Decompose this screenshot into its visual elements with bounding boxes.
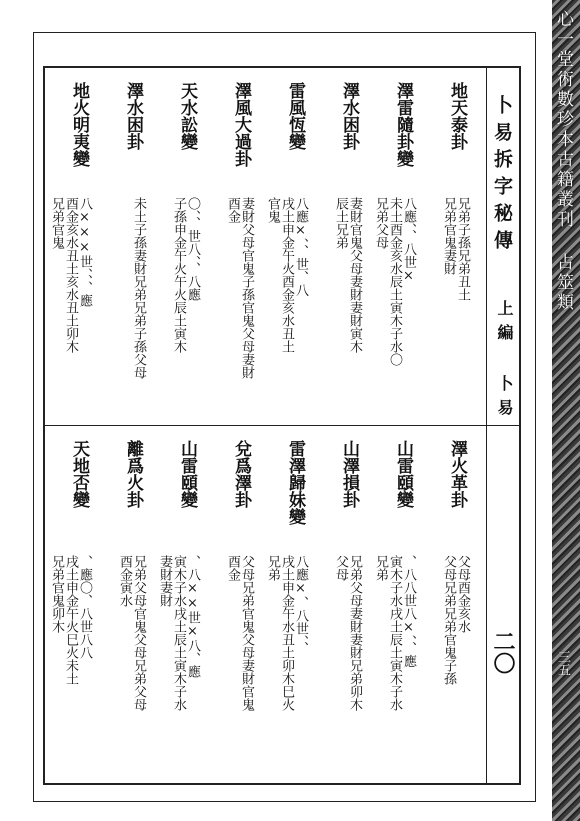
- hexagram-name: 離爲火卦: [123, 440, 143, 508]
- spine-rule: [486, 66, 487, 785]
- hexagram-line-column: 妻財官鬼父母妻財妻財寅木: [347, 197, 362, 353]
- hexagram-line-column: 、八××世×八、應: [185, 555, 200, 678]
- hexagram-line-column: 父母兄弟兄弟官鬼子孫: [441, 555, 456, 685]
- hexagram-line-column: 妻財妻財: [157, 555, 172, 607]
- hexagram-name: 地天泰卦: [447, 82, 467, 150]
- hexagram-name: 山雷頤變: [177, 440, 197, 508]
- hexagram-line-column: 妻財父母官鬼子孫官鬼父母妻財: [239, 197, 254, 379]
- hexagram-line-column: 八×××世、、、應: [77, 197, 92, 307]
- hexagram-name: 天地否變: [69, 440, 89, 508]
- edition-label: 上編 卜易: [495, 300, 514, 423]
- series-title: 心一堂術數珍本古籍叢刊 占筮類: [553, 10, 573, 313]
- hexagram-line-column: 八應×、、世、八: [293, 197, 308, 297]
- page-number: 二〇: [490, 630, 516, 674]
- hexagram-name: 山澤損卦: [339, 440, 359, 508]
- hexagram-line-column: 未土子孫妻財兄弟兄弟子孫父母: [131, 197, 146, 379]
- hexagram-line-column: 兄弟官鬼: [49, 197, 64, 249]
- hexagram-line-column: 父母: [333, 555, 348, 581]
- hexagram-name: 兌爲澤卦: [231, 440, 251, 508]
- hexagram-line-column: 兄弟子孫兄弟丑土: [455, 197, 470, 301]
- hexagram-line-column: 酉金: [225, 197, 240, 223]
- hexagram-line-column: 官鬼: [265, 197, 280, 223]
- hexagram-name: 澤水困卦: [123, 82, 143, 150]
- hexagram-line-column: 八應×、八世、、: [293, 555, 308, 655]
- hexagram-line-column: 、八八世八×、、應: [401, 555, 416, 668]
- hexagram-line-column: 未土酉金亥水辰土寅木子水〇: [387, 197, 402, 366]
- hexagram-name: 山雷頤變: [393, 440, 413, 508]
- middle-divider: [43, 425, 521, 426]
- hexagram-name: 澤火革卦: [447, 440, 467, 508]
- hexagram-line-column: 戌土申金午水丑土卯木巳火: [279, 555, 294, 711]
- hexagram-name: 地火明夷變: [69, 82, 89, 167]
- hexagram-name: 澤水困卦: [339, 82, 359, 150]
- hexagram-line-column: 兄弟: [373, 555, 388, 581]
- hexagram-line-column: 寅木子水戌土辰土寅木子水: [387, 555, 402, 711]
- hexagram-line-column: 兄弟官鬼卯木: [49, 555, 64, 633]
- hexagram-line-column: 父母酉金亥水: [455, 555, 470, 633]
- hexagram-name: 雷澤歸妹變: [285, 440, 305, 525]
- hexagram-line-column: 八應、、八世×: [401, 197, 416, 284]
- hexagram-line-column: 兄弟官鬼妻財: [441, 197, 456, 275]
- hexagram-line-column: 戌土申金午火酉金亥水丑土: [279, 197, 294, 353]
- hexagram-line-column: 父母兄弟官鬼父母妻財官鬼: [239, 555, 254, 711]
- running-title: 卜易拆字秘傳: [491, 95, 513, 257]
- hexagram-line-column: 子孫申金午火午火辰土寅木: [171, 197, 186, 353]
- hexagram-line-column: 酉金寅水: [117, 555, 132, 607]
- hexagram-line-column: 兄弟父母官鬼父母兄弟父母: [131, 555, 146, 711]
- hexagram-name: 天水訟變: [177, 82, 197, 150]
- hexagram-line-column: 〇、、世八、、八應: [185, 197, 200, 301]
- hexagram-line-column: 兄弟父母: [373, 197, 388, 249]
- hexagram-name: 澤雷隨卦變: [393, 82, 413, 167]
- edge-page-number: 三五: [555, 650, 570, 676]
- hexagram-line-column: 辰土兄弟: [333, 197, 348, 249]
- hexagram-name: 澤風大過卦: [231, 82, 251, 167]
- hexagram-line-column: 酉金亥水丑土亥水丑土卯木: [63, 197, 78, 353]
- hexagram-name: 雷風恆變: [285, 82, 305, 150]
- hexagram-line-column: 兄弟: [265, 555, 280, 581]
- hexagram-line-column: 酉金: [225, 555, 240, 581]
- hexagram-line-column: 兄弟父母妻財妻財兄弟卯木: [347, 555, 362, 711]
- hexagram-line-column: 、應〇、八世八八: [77, 555, 92, 659]
- hexagram-line-column: 戌土申金午火巳火未土: [63, 555, 78, 685]
- hexagram-line-column: 寅木子水戌土辰土寅木子水: [171, 555, 186, 711]
